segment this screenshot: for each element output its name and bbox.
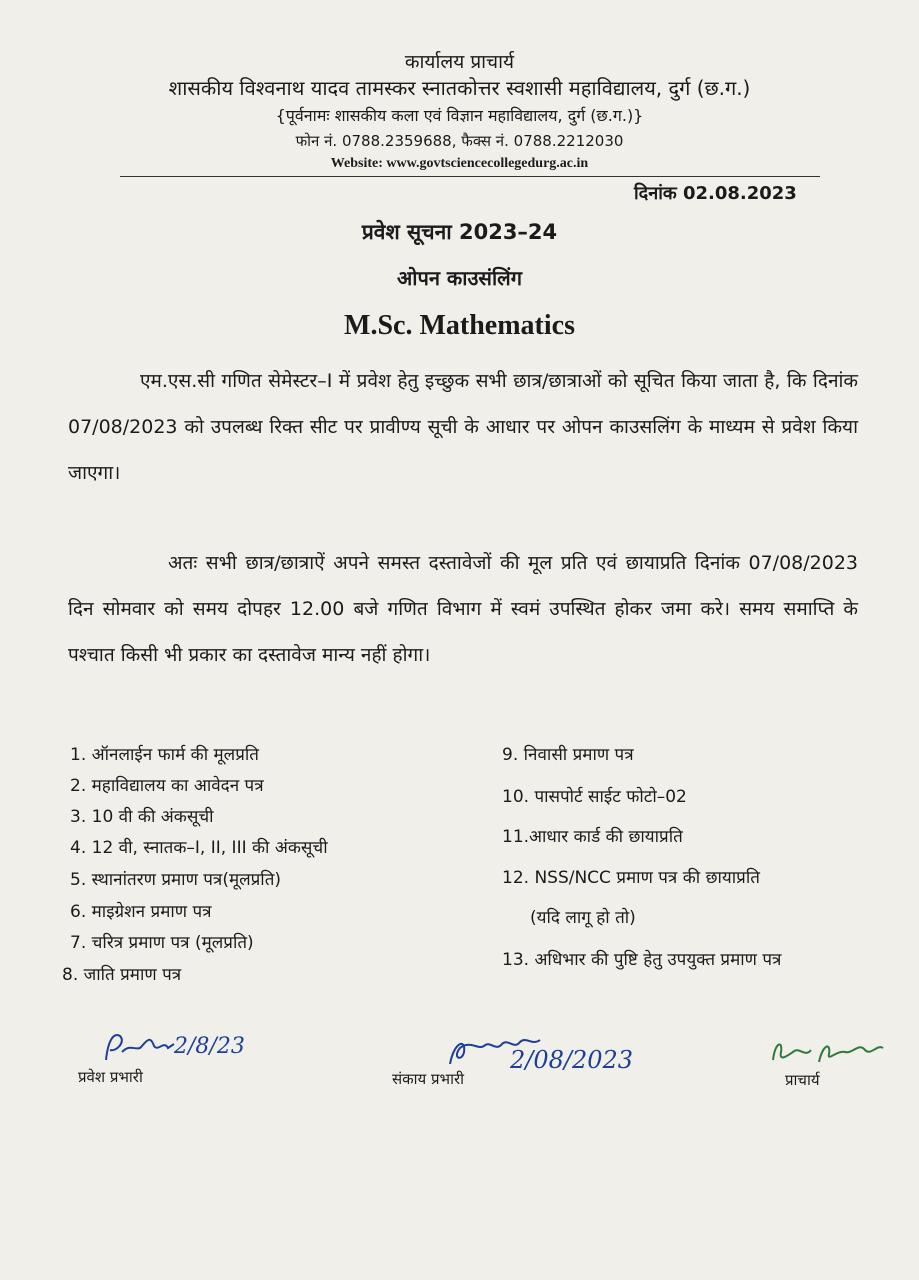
- list-item: 13. अधिभार की पुष्टि हेतु उपयुक्त प्रमाण पत्र: [502, 950, 782, 970]
- list-item: 2. महाविद्यालय का आवेदन पत्र: [70, 776, 264, 796]
- list-item: 10. पासपोर्ट साईट फोटो–02: [502, 787, 687, 807]
- notice-paragraph-2: अतः सभी छात्र/छात्राऐं अपने समस्त दस्तावेजों की मूल प्रति एवं छायाप्रति दिनांक 07/08/2023 दिन सोमवार को समय दोपहर 12.00 बजे गणित विभाग में स्वमं उपस्थित होकर जमा करे। समय समाप्ति के पश्चात किसी भी प्रकार का दस्तावेज मान्य नहीं होगा।: [68, 552, 858, 666]
- list-item: 12. NSS/NCC प्रमाण पत्र की छायाप्रति: [502, 868, 760, 888]
- list-item: 6. माइग्रेशन प्रमाण पत्र: [70, 902, 212, 922]
- notice-subtitle: ओपन काउसंलिंग: [397, 266, 522, 290]
- office-heading: कार्यालय प्राचार्य: [404, 51, 515, 73]
- list-item: 3. 10 वी की अंकसूची: [70, 807, 214, 827]
- list-item: (यदि लागू हो तो): [530, 908, 636, 928]
- faculty-incharge-label: संकाय प्रभारी: [392, 1070, 464, 1088]
- website-line: Website: www.govtsciencecollegedurg.ac.in: [330, 156, 589, 171]
- handwritten-date-2: 2/08/2023: [510, 1046, 634, 1074]
- header-divider: [120, 176, 820, 177]
- course-title: M.Sc. Mathematics: [344, 310, 575, 341]
- contact-line: फोन नं. 0788.2359688, फैक्स नं. 0788.2212030: [295, 132, 624, 150]
- list-item: 8. जाति प्रमाण पत्र: [62, 965, 182, 985]
- notice-title: प्रवेश सूचना 2023–24: [361, 220, 558, 244]
- list-item: 7. चरित्र प्रमाण पत्र (मूलप्रति): [70, 933, 254, 953]
- principal-signature: [765, 1030, 895, 1074]
- list-item: 11.आधार कार्ड की छायाप्रति: [502, 827, 683, 847]
- list-item: 1. ऑनलाईन फार्म की मूलप्रति: [70, 745, 259, 765]
- handwritten-date-1: 2/8/23: [174, 1034, 245, 1059]
- list-item: 4. 12 वी, स्नातक–I, II, III की अंकसूची: [70, 838, 328, 858]
- principal-label: प्राचार्य: [785, 1071, 820, 1089]
- college-name: शासकीय विश्वनाथ यादव तामस्कर स्नातकोत्तर स्वशासी महाविद्यालय, दुर्ग (छ.ग.): [168, 76, 751, 100]
- admission-incharge-label: प्रवेश प्रभारी: [78, 1068, 143, 1086]
- notice-paragraph-1: एम.एस.सी गणित सेमेस्टर–I में प्रवेश हेतु इच्छुक सभी छात्र/छात्राओं को सूचित किया जाता है, कि दिनांक 07/08/2023 को उपलब्ध रिक्त सीट पर प्रावीण्य सूची के आधार पर ओपन काउसलिंग के माध्यम से प्रवेश किया जाएगा।: [68, 370, 858, 484]
- list-item: 5. स्थानांतरण प्रमाण पत्र(मूलप्रति): [70, 870, 282, 890]
- former-name: {पूर्वनामः शासकीय कला एवं विज्ञान महाविद्यालय, दुर्ग (छ.ग.)}: [275, 106, 644, 125]
- list-item: 9. निवासी प्रमाण पत्र: [502, 745, 634, 765]
- notice-date: दिनांक 02.08.2023: [634, 183, 797, 204]
